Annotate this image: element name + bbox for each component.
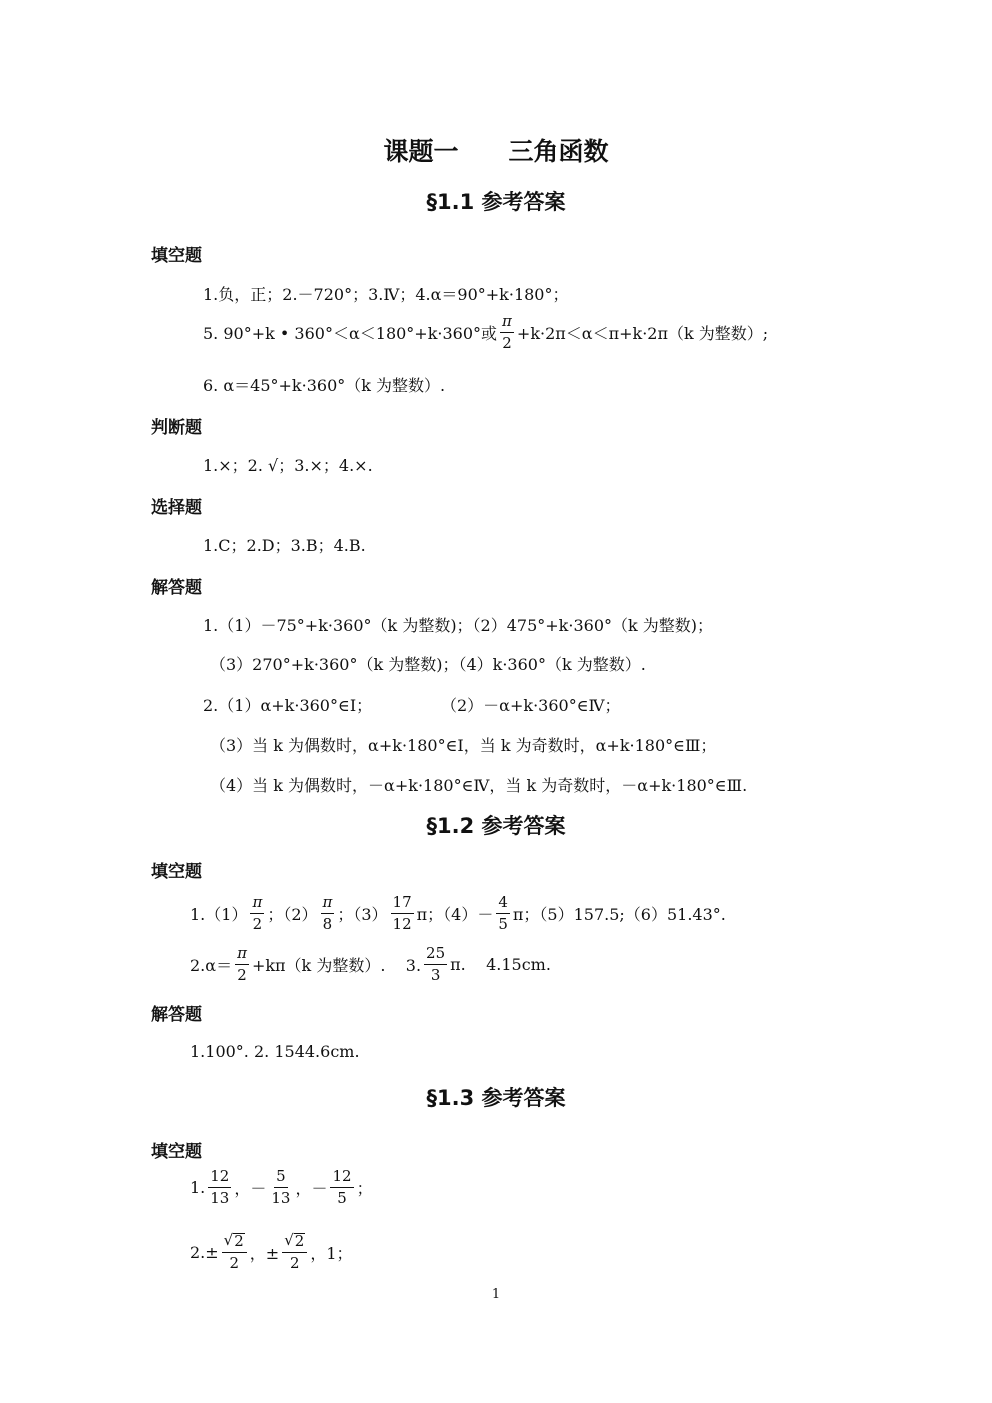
answer-line: 1.负，正；2.－720°；3.Ⅳ；4.α＝90°+k·180°； bbox=[203, 284, 569, 304]
fraction bbox=[250, 892, 264, 933]
document-title: 课题一 三角函数 bbox=[383, 137, 609, 166]
answer-line: （3）当 k 为偶数时，α+k·180°∈Ⅰ，当 k 为奇数时，α+k·180°∈Ⅲ； bbox=[210, 735, 717, 755]
answer-text: ； bbox=[356, 1178, 373, 1198]
answer-text: 2.α＝ bbox=[190, 955, 233, 975]
fraction bbox=[282, 1233, 307, 1271]
answer-line bbox=[190, 1226, 353, 1278]
answer-line bbox=[203, 310, 768, 354]
fraction-numerator: π bbox=[321, 895, 335, 914]
answer-line: 2.（1）α+k·360°∈Ⅰ； bbox=[203, 695, 373, 715]
solution-label: 解答题 bbox=[151, 578, 202, 598]
fraction-numerator: 17 bbox=[391, 895, 414, 914]
section-heading-1-3: §1.3 参考答案 bbox=[426, 1086, 566, 1110]
fraction bbox=[496, 892, 510, 933]
fraction-denominator: 2 bbox=[289, 1254, 300, 1272]
answer-line: 1.C；2.D；3.B；4.B. bbox=[203, 535, 366, 555]
fill-blank-label: 填空题 bbox=[151, 862, 202, 882]
fraction-numerator: 25 bbox=[424, 946, 447, 965]
answer-text: ；（3） bbox=[337, 904, 388, 924]
section-heading-1-2: §1.2 参考答案 bbox=[426, 814, 566, 838]
answer-text: ，－ bbox=[234, 1178, 267, 1198]
fraction-denominator: 2 bbox=[502, 333, 512, 352]
answer-text: 2.± bbox=[190, 1242, 219, 1262]
answer-text: π. 4.15cm. bbox=[450, 954, 551, 974]
fraction-numerator: π bbox=[500, 314, 514, 333]
radicand: 2 bbox=[234, 1232, 244, 1250]
square-root bbox=[224, 1233, 245, 1249]
fraction-numerator: π bbox=[235, 946, 249, 965]
answer-text: ，－ bbox=[295, 1178, 328, 1198]
answer-text: 1.（1） bbox=[190, 904, 248, 924]
fraction bbox=[424, 943, 447, 984]
true-false-label: 判断题 bbox=[151, 418, 202, 438]
fraction bbox=[269, 1166, 292, 1207]
fraction bbox=[321, 892, 335, 933]
fraction bbox=[208, 1166, 231, 1207]
answer-text: π；（5）157.5;（6）51.43°. bbox=[512, 904, 726, 924]
answer-text: +kπ（k 为整数）. 3. bbox=[251, 955, 422, 975]
multiple-choice-label: 选择题 bbox=[151, 498, 202, 518]
answer-text: 1. bbox=[190, 1177, 206, 1197]
answer-text: ，± bbox=[249, 1243, 280, 1263]
radicand: 2 bbox=[294, 1232, 305, 1250]
fraction bbox=[500, 311, 514, 352]
fraction-denominator: 3 bbox=[430, 965, 441, 984]
fraction-numerator: 5 bbox=[274, 1169, 288, 1188]
fill-blank-label: 填空题 bbox=[151, 246, 202, 266]
fraction-denominator: 8 bbox=[322, 914, 333, 933]
fraction bbox=[330, 1166, 353, 1207]
fraction bbox=[235, 943, 249, 984]
answer-text: +k·2π＜α＜π+k·2π（k 为整数）; bbox=[516, 323, 769, 343]
radical-sign: √ bbox=[284, 1231, 294, 1249]
fraction-denominator: 2 bbox=[229, 1254, 239, 1272]
radical-sign: √ bbox=[223, 1231, 234, 1249]
answer-line bbox=[190, 890, 726, 936]
fraction-denominator: 13 bbox=[271, 1188, 291, 1207]
fraction-denominator: 2 bbox=[252, 914, 263, 933]
fraction-denominator: 5 bbox=[337, 1188, 347, 1207]
section-heading-1-1: §1.1 参考答案 bbox=[426, 190, 566, 214]
answer-line: 1.100°. 2. 1544.6cm. bbox=[190, 1041, 360, 1061]
fraction-numerator: π bbox=[250, 895, 264, 914]
answer-line: 1.×；2. √；3.×；4.×. bbox=[203, 455, 373, 475]
fraction-numerator bbox=[222, 1233, 247, 1253]
fraction bbox=[391, 892, 414, 933]
answer-text: ，1； bbox=[310, 1243, 353, 1263]
answer-line bbox=[190, 941, 551, 987]
fraction-denominator: 2 bbox=[237, 965, 247, 984]
fraction-numerator bbox=[282, 1233, 307, 1253]
answer-text: π；（4）－ bbox=[416, 904, 494, 924]
fraction-denominator: 12 bbox=[392, 914, 412, 933]
fraction-denominator: 13 bbox=[210, 1188, 230, 1207]
fraction-denominator: 5 bbox=[498, 914, 508, 933]
page-number: 1 bbox=[491, 1287, 501, 1302]
answer-text: ；（2） bbox=[267, 904, 318, 924]
answer-line: （3）270°+k·360°（k 为整数)；（4）k·360°（k 为整数）. bbox=[210, 654, 646, 674]
fill-blank-label: 填空题 bbox=[151, 1142, 202, 1162]
square-root bbox=[284, 1233, 305, 1249]
answer-line: （4）当 k 为偶数时，－α+k·180°∈Ⅳ，当 k 为奇数时，－α+k·180°∈Ⅲ. bbox=[210, 775, 748, 795]
answer-line: 1.（1）－75°+k·360°（k 为整数)；（2）475°+k·360°（k 为整数)； bbox=[203, 615, 714, 635]
fraction bbox=[222, 1233, 247, 1271]
answer-text: 5. 90°+k • 360°＜α＜180°+k·360°或 bbox=[203, 323, 498, 343]
answer-line: （2）－α+k·360°∈Ⅳ； bbox=[441, 695, 621, 715]
answer-line bbox=[190, 1163, 373, 1211]
solution-label: 解答题 bbox=[151, 1005, 202, 1025]
answer-line: 6. α＝45°+k·360°（k 为整数）. bbox=[203, 375, 446, 395]
fraction-numerator: 4 bbox=[496, 895, 510, 914]
fraction-numerator: 12 bbox=[208, 1169, 231, 1188]
fraction-numerator: 12 bbox=[330, 1169, 353, 1188]
